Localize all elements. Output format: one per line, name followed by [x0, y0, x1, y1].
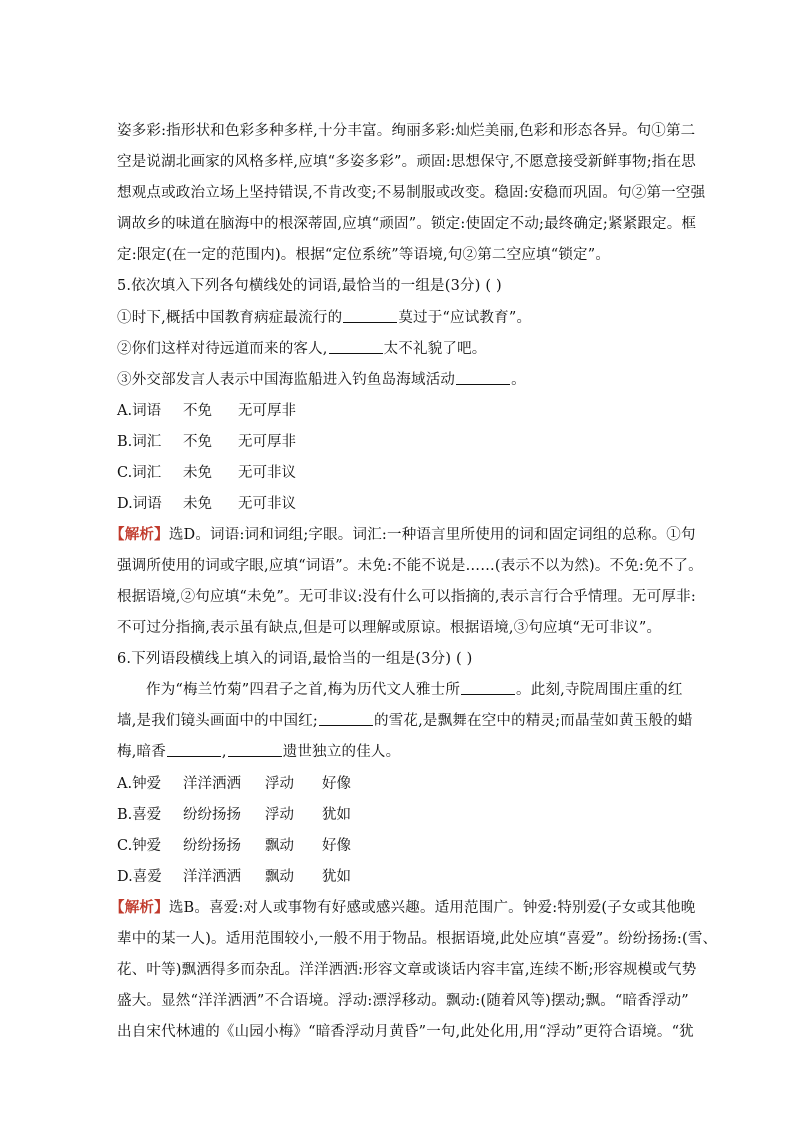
blank — [167, 742, 221, 757]
analysis-text: 选B。喜爱:对人或事物有好感或感兴趣。适用范围广。钟爱:特别爱(子女或其他晚 — [168, 900, 696, 916]
blank — [343, 308, 397, 323]
question-5-sentence-1 — [117, 308, 531, 328]
blank — [319, 711, 373, 726]
blank — [228, 742, 282, 757]
passage-text: , — [221, 744, 227, 760]
analysis-tag: 【解析】 — [110, 526, 169, 543]
sentence-text: 莫过于“应试教育”。 — [398, 310, 532, 326]
question-6-analysis — [110, 898, 696, 918]
option-word: 未免 — [183, 465, 212, 481]
option-label: C.词汇 — [117, 465, 162, 481]
option-label: A.词语 — [117, 403, 162, 419]
passage-text: 梅,暗香 — [117, 744, 166, 760]
option-label: B.喜爱 — [117, 807, 162, 823]
option-word: 纷纷扬扬 — [183, 838, 241, 854]
option-word: 洋洋洒洒 — [183, 776, 241, 792]
sentence-text: 太不礼貌了吧。 — [383, 341, 487, 357]
sentence-text: ①时下,概括中国教育病症最流行的 — [117, 310, 343, 326]
sentence-text: ③外交部发言人表示中国海监船进入钓鱼岛海域活动 — [117, 372, 456, 388]
option-word: 不免 — [183, 434, 212, 450]
option-word: 犹如 — [322, 869, 351, 885]
text-line: 想观点或政治立场上坚持错误,不肯改变;不易制服或改变。稳固:安稳而巩固。句②第一空强 — [117, 185, 706, 201]
question-6-passage-line — [117, 742, 400, 762]
text-line: 不可过分指摘,表示虽有缺点,但是可以理解或原谅。根据语境,③句应填“无可非议”。 — [117, 620, 662, 636]
text-line: 空是说湖北画家的风格多样,应填“多姿多彩”。顽固:思想保守,不愿意接受新鲜事物;指在思 — [117, 154, 696, 170]
passage-text: 的雪花,是飘舞在空中的精灵;而晶莹如黄玉般的蜡 — [374, 713, 693, 729]
option-word: 洋洋洒洒 — [183, 869, 241, 885]
option-word: 浮动 — [265, 807, 294, 823]
option-word: 无可非议 — [238, 496, 296, 512]
question-5-stem: 5.依次填入下列各句横线处的词语,最恰当的一组是(3分) ( ) — [117, 278, 502, 294]
text-line: 姿多彩:指形状和色彩多种多样,十分丰富。绚丽多彩:灿烂美丽,色彩和形态各异。句①第二 — [117, 123, 696, 139]
text-line: 花、叶等)飘洒得多而杂乱。洋洋洒洒:形容文章或谈话内容丰富,连续不断;形容规模或气势 — [117, 962, 697, 978]
option-word: 无可非议 — [238, 465, 296, 481]
option-word: 好像 — [322, 776, 351, 792]
option-word: 好像 — [322, 838, 351, 854]
option-label: D.词语 — [117, 496, 162, 512]
option-label: A.钟爱 — [117, 776, 162, 792]
question-5-sentence-3 — [117, 370, 526, 390]
option-word: 无可厚非 — [238, 434, 296, 450]
analysis-text: 选D。词语:词和词组;字眼。词汇:一种语言里所使用的词和固定词组的总称。①句 — [168, 527, 696, 543]
question-6-stem: 6.下列语段横线上填入的词语,最恰当的一组是(3分) ( ) — [117, 651, 473, 667]
option-word: 不免 — [183, 403, 212, 419]
question-6-passage-line — [117, 711, 693, 731]
question-6-passage-line — [146, 680, 683, 700]
option-word: 浮动 — [265, 776, 294, 792]
passage-text: 。此刻,寺院周围庄重的红 — [516, 682, 683, 698]
text-line: 调故乡的味道在脑海中的根深蒂固,应填“顽固”。锁定:使固定不动;最终确定;紧紧跟定。框 — [117, 216, 697, 232]
option-word: 未免 — [183, 496, 212, 512]
passage-text: 遗世独立的佳人。 — [282, 744, 401, 760]
option-word: 飘动 — [265, 869, 294, 885]
text-line: 根据语境,②句应填“未免”。无可非议:没有什么可以指摘的,表示言行合乎情理。无可厚非: — [117, 589, 696, 605]
option-word: 无可厚非 — [238, 403, 296, 419]
blank — [329, 339, 383, 354]
blank — [456, 370, 510, 385]
blank — [461, 680, 515, 695]
question-5-analysis — [110, 525, 696, 545]
option-word: 飘动 — [265, 838, 294, 854]
text-line: 定:限定(在一定的范围内)。根据“定位系统”等语境,句②第二空应填“锁定”。 — [117, 247, 611, 263]
text-line: 出自宋代林逋的《山园小梅》“暗香浮动月黄昏”一句,此处化用,用“浮动”更符合语境。“犹 — [117, 1024, 694, 1040]
text-line: 盛大。显然“洋洋洒洒”不合语境。浮动:漂浮移动。飘动:(随着风等)摆动;飘。“暗香浮动” — [117, 993, 689, 1009]
question-5-sentence-2 — [117, 339, 487, 359]
option-label: C.钟爱 — [117, 838, 162, 854]
passage-text: 墙,是我们镜头画面中的中国红; — [117, 713, 318, 729]
text-line: 强调所使用的词或字眼,应填“词语”。未免:不能不说是……(表示不以为然)。不免:免不了。 — [117, 558, 703, 574]
option-label: D.喜爱 — [117, 869, 162, 885]
option-label: B.词汇 — [117, 434, 162, 450]
sentence-text: 。 — [511, 372, 526, 388]
passage-text: 作为“梅兰竹菊”四君子之首,梅为历代文人雅士所 — [146, 682, 461, 698]
option-word: 纷纷扬扬 — [183, 807, 241, 823]
option-word: 犹如 — [322, 807, 351, 823]
sentence-text: ②你们这样对待远道而来的客人, — [117, 341, 328, 357]
analysis-tag: 【解析】 — [110, 899, 169, 916]
text-line: 辈中的某一人)。适用范围较小,一般不用于物品。根据语境,此处应填“喜爱”。纷纷扬扬:(雪、 — [117, 931, 718, 947]
